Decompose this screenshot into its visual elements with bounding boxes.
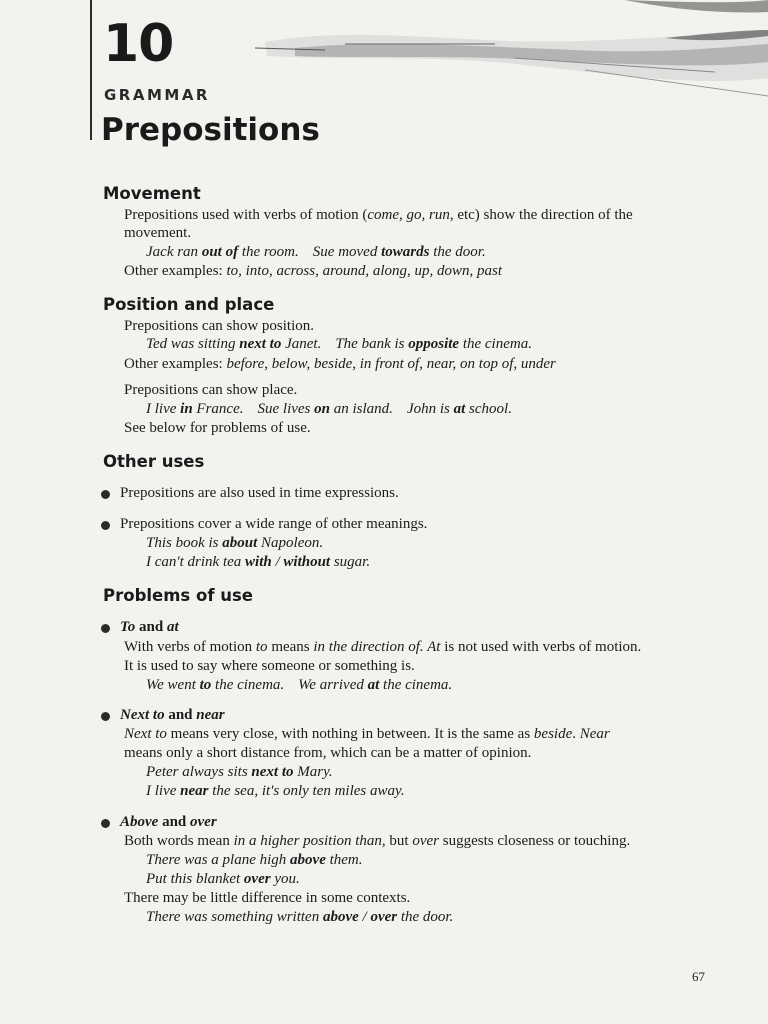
page-title: Prepositions [101,112,320,148]
problem-above-over-example-3: There was something written above / over the door. [146,909,454,925]
movement-text-line1: Prepositions used with verbs of motion (come, go, run, etc) show the direction of the [124,207,633,223]
problem-next-near-example-1: Peter always sits next to Mary. [146,764,333,780]
problem-above-over-example-2: Put this blanket over you. [146,871,300,887]
problem-to-at-line1: With verbs of motion to means in the direction of. At is not used with verbs of motion. [124,639,642,655]
movement-other-examples: Other examples: to, into, across, around, along, up, down, past [124,263,503,279]
other-uses-example-2: I can't drink tea with / without sugar. [146,554,371,570]
page-number: 67 [692,969,705,984]
position-intro: Prepositions can show position. [124,318,314,334]
position-other-examples: Other examples: before, below, beside, in front of, near, on top of, under [124,356,556,372]
other-uses-example-1: This book is about Napoleon. [146,535,324,551]
see-below-note: See below for problems of use. [124,420,311,436]
problem-to-at-example: We went to the cinema. We arrived at the cinema. [146,677,453,693]
position-example: Ted was sitting next to Janet. The bank is opposite the cinema. [146,336,532,352]
problem-above-over-example-1: There was a plane high above them. [146,852,363,868]
section-heading-position: Position and place [103,295,275,314]
section-heading-problems: Problems of use [103,586,253,605]
section-heading-movement: Movement [103,184,201,203]
other-uses-bullet-2: Prepositions cover a wide range of other meanings. [120,516,428,532]
section-heading-other-uses: Other uses [103,452,205,471]
problem-next-near-title: Next to and near [120,707,225,723]
bullet-icon [101,490,110,499]
problem-next-near-line2: means only a short distance from, which can be a matter of opinion. [124,745,532,761]
chapter-label: GRAMMAR [104,86,210,104]
other-uses-bullet-1: Prepositions are also used in time expressions. [120,485,399,501]
movement-text-line2: movement. [124,225,192,241]
chapter-number: 10 [103,14,174,74]
chapter-rule [90,0,92,140]
place-example: I live in France. Sue lives on an island. John is at school. [146,401,512,417]
place-intro: Prepositions can show place. [124,382,298,398]
problem-above-over-line2: There may be little difference in some contexts. [124,890,411,906]
problem-to-at-title: To and at [120,619,179,635]
bullet-icon [101,819,110,828]
brush-stroke-decoration [255,0,768,110]
problem-next-near-line1: Next to means very close, with nothing in between. It is the same as beside. Near [124,726,610,742]
problem-to-at-line2: It is used to say where someone or something is. [124,658,415,674]
bullet-icon [101,712,110,721]
bullet-icon [101,521,110,530]
problem-above-over-title: Above and over [120,814,217,830]
problem-next-near-example-2: I live near the sea, it's only ten miles away. [146,783,405,799]
bullet-icon [101,624,110,633]
problem-above-over-line1: Both words mean in a higher position than, but over suggests closeness or touching. [124,833,631,849]
movement-example: Jack ran out of the room. Sue moved towards the door. [146,244,486,260]
